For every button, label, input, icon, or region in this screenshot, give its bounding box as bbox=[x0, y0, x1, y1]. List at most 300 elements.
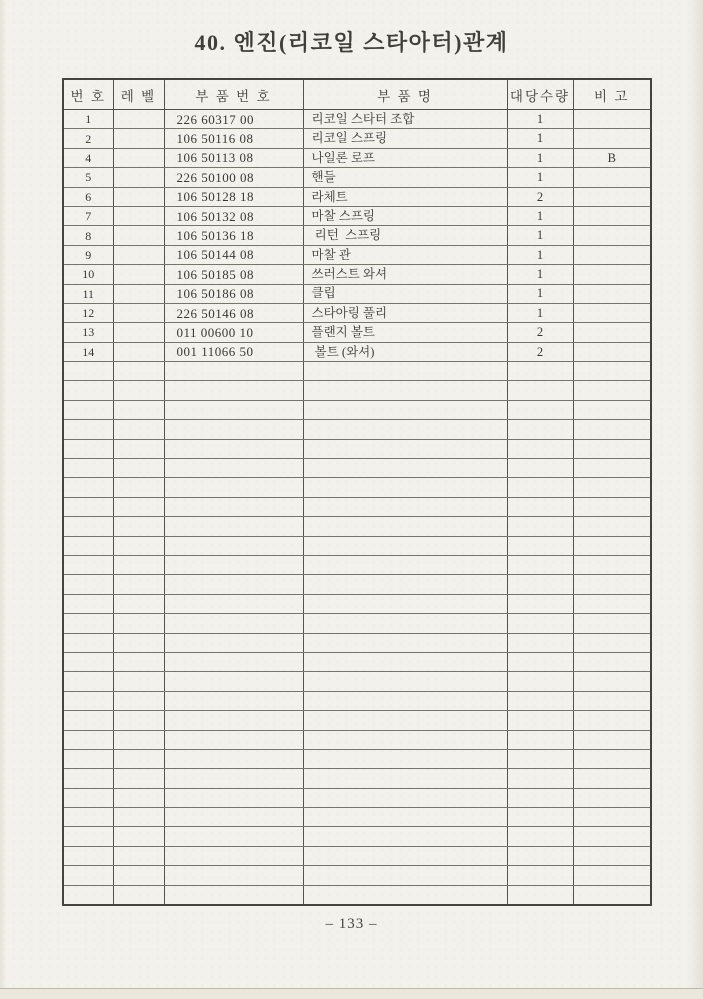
cell-part-number: 226 60317 00 bbox=[164, 110, 303, 129]
cell-qty bbox=[507, 400, 573, 419]
cell-qty bbox=[507, 420, 573, 439]
cell-level bbox=[113, 711, 164, 730]
cell-part-number: 106 50144 08 bbox=[164, 245, 303, 264]
cell-part-number bbox=[164, 594, 303, 613]
cell-part-number: 106 50136 18 bbox=[164, 226, 303, 245]
cell-part-name: 핸들 bbox=[303, 168, 507, 187]
cell-level bbox=[113, 284, 164, 303]
cell-remark bbox=[573, 245, 651, 264]
cell-no bbox=[63, 381, 113, 400]
cell-qty bbox=[507, 575, 573, 594]
cell-qty bbox=[507, 633, 573, 652]
cell-no bbox=[63, 866, 113, 885]
cell-level bbox=[113, 497, 164, 516]
cell-no bbox=[63, 749, 113, 768]
empty-row bbox=[63, 769, 651, 788]
cell-part-name: 리코일 스프링 bbox=[303, 129, 507, 148]
cell-no: 13 bbox=[63, 323, 113, 342]
cell-part-name bbox=[303, 885, 507, 904]
cell-part-number: 106 50185 08 bbox=[164, 265, 303, 284]
cell-qty bbox=[507, 788, 573, 807]
cell-part-name bbox=[303, 749, 507, 768]
cell-remark bbox=[573, 265, 651, 284]
cell-part-number: 106 50116 08 bbox=[164, 129, 303, 148]
cell-part-number bbox=[164, 866, 303, 885]
col-header-no: 번 호 bbox=[63, 79, 113, 110]
cell-qty bbox=[507, 517, 573, 536]
cell-level bbox=[113, 206, 164, 225]
cell-qty: 1 bbox=[507, 245, 573, 264]
cell-qty: 1 bbox=[507, 110, 573, 129]
cell-part-name bbox=[303, 575, 507, 594]
cell-no bbox=[63, 633, 113, 652]
header-row bbox=[63, 79, 651, 110]
cell-level bbox=[113, 517, 164, 536]
empty-row bbox=[63, 711, 651, 730]
cell-no bbox=[63, 555, 113, 574]
cell-level bbox=[113, 342, 164, 361]
cell-remark bbox=[573, 517, 651, 536]
cell-no bbox=[63, 439, 113, 458]
cell-part-name: 스타아링 풀리 bbox=[303, 303, 507, 322]
empty-row bbox=[63, 672, 651, 691]
cell-part-number: 226 50146 08 bbox=[164, 303, 303, 322]
cell-level bbox=[113, 303, 164, 322]
cell-no bbox=[63, 478, 113, 497]
cell-no bbox=[63, 594, 113, 613]
cell-level bbox=[113, 478, 164, 497]
cell-no bbox=[63, 691, 113, 710]
cell-level bbox=[113, 827, 164, 846]
cell-remark bbox=[573, 129, 651, 148]
cell-part-number bbox=[164, 478, 303, 497]
cell-no bbox=[63, 459, 113, 478]
cell-remark bbox=[573, 711, 651, 730]
empty-row bbox=[63, 420, 651, 439]
cell-part-name bbox=[303, 594, 507, 613]
table-row bbox=[63, 168, 651, 187]
cell-qty: 1 bbox=[507, 168, 573, 187]
cell-part-name bbox=[303, 788, 507, 807]
cell-remark bbox=[573, 459, 651, 478]
cell-level bbox=[113, 148, 164, 167]
cell-no bbox=[63, 362, 113, 381]
cell-part-name bbox=[303, 555, 507, 574]
cell-part-name: 마찰 관 bbox=[303, 245, 507, 264]
empty-row bbox=[63, 866, 651, 885]
cell-no: 11 bbox=[63, 284, 113, 303]
cell-level bbox=[113, 594, 164, 613]
cell-part-number: 106 50132 08 bbox=[164, 206, 303, 225]
cell-level bbox=[113, 866, 164, 885]
col-header-qty: 대당수량 bbox=[507, 79, 573, 110]
cell-part-name bbox=[303, 381, 507, 400]
cell-remark bbox=[573, 478, 651, 497]
empty-row bbox=[63, 614, 651, 633]
table-row bbox=[63, 284, 651, 303]
cell-no bbox=[63, 400, 113, 419]
empty-row bbox=[63, 808, 651, 827]
cell-no: 14 bbox=[63, 342, 113, 361]
cell-remark bbox=[573, 168, 651, 187]
cell-part-number bbox=[164, 555, 303, 574]
cell-part-name bbox=[303, 808, 507, 827]
cell-no bbox=[63, 517, 113, 536]
cell-qty bbox=[507, 769, 573, 788]
empty-row bbox=[63, 381, 651, 400]
scan-edge-left bbox=[0, 0, 6, 998]
cell-remark bbox=[573, 381, 651, 400]
empty-row bbox=[63, 691, 651, 710]
empty-row bbox=[63, 478, 651, 497]
cell-level bbox=[113, 323, 164, 342]
cell-remark bbox=[573, 206, 651, 225]
cell-remark bbox=[573, 652, 651, 671]
cell-level bbox=[113, 129, 164, 148]
cell-level bbox=[113, 575, 164, 594]
cell-part-number bbox=[164, 400, 303, 419]
cell-no bbox=[63, 575, 113, 594]
empty-row bbox=[63, 885, 651, 904]
cell-level bbox=[113, 439, 164, 458]
cell-level bbox=[113, 187, 164, 206]
cell-no bbox=[63, 711, 113, 730]
cell-part-name: 쓰러스트 와셔 bbox=[303, 265, 507, 284]
cell-remark bbox=[573, 497, 651, 516]
cell-no bbox=[63, 497, 113, 516]
cell-part-number bbox=[164, 459, 303, 478]
cell-part-number bbox=[164, 827, 303, 846]
cell-part-name bbox=[303, 614, 507, 633]
col-header-part-no: 부 품 번 호 bbox=[164, 79, 303, 110]
parts-table bbox=[62, 78, 652, 906]
cell-part-name bbox=[303, 730, 507, 749]
cell-qty: 1 bbox=[507, 129, 573, 148]
cell-no bbox=[63, 730, 113, 749]
cell-no: 6 bbox=[63, 187, 113, 206]
cell-remark bbox=[573, 187, 651, 206]
cell-qty bbox=[507, 362, 573, 381]
cell-qty bbox=[507, 749, 573, 768]
empty-row bbox=[63, 652, 651, 671]
cell-part-number bbox=[164, 517, 303, 536]
cell-part-name bbox=[303, 459, 507, 478]
cell-part-number: 226 50100 08 bbox=[164, 168, 303, 187]
table-row bbox=[63, 129, 651, 148]
cell-no: 5 bbox=[63, 168, 113, 187]
cell-no bbox=[63, 788, 113, 807]
table-row bbox=[63, 226, 651, 245]
cell-qty: 1 bbox=[507, 265, 573, 284]
cell-part-name bbox=[303, 633, 507, 652]
cell-remark bbox=[573, 555, 651, 574]
cell-remark bbox=[573, 226, 651, 245]
cell-part-name bbox=[303, 827, 507, 846]
cell-part-number: 106 50186 08 bbox=[164, 284, 303, 303]
table-row bbox=[63, 110, 651, 129]
empty-row bbox=[63, 594, 651, 613]
cell-level bbox=[113, 226, 164, 245]
cell-part-name: 볼트 (와셔) bbox=[303, 342, 507, 361]
cell-remark bbox=[573, 594, 651, 613]
cell-part-name bbox=[303, 439, 507, 458]
cell-part-name: 나일론 로프 bbox=[303, 148, 507, 167]
cell-qty bbox=[507, 672, 573, 691]
cell-remark bbox=[573, 614, 651, 633]
scan-edge-bottom bbox=[0, 988, 703, 999]
cell-no: 2 bbox=[63, 129, 113, 148]
cell-remark bbox=[573, 885, 651, 904]
empty-row bbox=[63, 536, 651, 555]
cell-level bbox=[113, 769, 164, 788]
cell-no: 12 bbox=[63, 303, 113, 322]
col-header-part-name: 부 품 명 bbox=[303, 79, 507, 110]
empty-row bbox=[63, 788, 651, 807]
cell-remark bbox=[573, 362, 651, 381]
cell-remark bbox=[573, 808, 651, 827]
cell-part-name bbox=[303, 517, 507, 536]
cell-qty bbox=[507, 497, 573, 516]
empty-row bbox=[63, 497, 651, 516]
cell-part-name bbox=[303, 420, 507, 439]
cell-qty: 2 bbox=[507, 342, 573, 361]
cell-qty bbox=[507, 536, 573, 555]
cell-qty bbox=[507, 459, 573, 478]
cell-no bbox=[63, 672, 113, 691]
table-row bbox=[63, 206, 651, 225]
col-header-level: 레 벨 bbox=[113, 79, 164, 110]
cell-no: 8 bbox=[63, 226, 113, 245]
table-row bbox=[63, 323, 651, 342]
empty-row bbox=[63, 827, 651, 846]
cell-part-number bbox=[164, 730, 303, 749]
cell-part-number bbox=[164, 614, 303, 633]
cell-no bbox=[63, 808, 113, 827]
cell-remark bbox=[573, 284, 651, 303]
cell-level bbox=[113, 614, 164, 633]
cell-qty: 1 bbox=[507, 148, 573, 167]
cell-level bbox=[113, 633, 164, 652]
cell-level bbox=[113, 885, 164, 904]
cell-remark bbox=[573, 439, 651, 458]
cell-part-name bbox=[303, 672, 507, 691]
cell-remark bbox=[573, 303, 651, 322]
empty-row bbox=[63, 575, 651, 594]
cell-level bbox=[113, 110, 164, 129]
cell-part-number: 106 50128 18 bbox=[164, 187, 303, 206]
cell-remark bbox=[573, 342, 651, 361]
cell-no: 7 bbox=[63, 206, 113, 225]
cell-part-number bbox=[164, 497, 303, 516]
cell-part-number bbox=[164, 420, 303, 439]
cell-part-number bbox=[164, 691, 303, 710]
empty-row bbox=[63, 846, 651, 865]
cell-remark bbox=[573, 575, 651, 594]
cell-qty bbox=[507, 866, 573, 885]
cell-level bbox=[113, 555, 164, 574]
cell-no: 4 bbox=[63, 148, 113, 167]
cell-part-name bbox=[303, 846, 507, 865]
cell-no bbox=[63, 846, 113, 865]
cell-remark bbox=[573, 866, 651, 885]
cell-part-number bbox=[164, 536, 303, 555]
table-body bbox=[63, 110, 651, 905]
cell-part-number bbox=[164, 749, 303, 768]
cell-remark bbox=[573, 769, 651, 788]
cell-no bbox=[63, 614, 113, 633]
cell-no: 10 bbox=[63, 265, 113, 284]
table-row bbox=[63, 245, 651, 264]
cell-level bbox=[113, 788, 164, 807]
cell-part-name bbox=[303, 362, 507, 381]
cell-qty bbox=[507, 827, 573, 846]
cell-level bbox=[113, 749, 164, 768]
cell-no: 9 bbox=[63, 245, 113, 264]
table-row bbox=[63, 303, 651, 322]
cell-qty bbox=[507, 808, 573, 827]
table-row bbox=[63, 342, 651, 361]
cell-remark bbox=[573, 788, 651, 807]
empty-row bbox=[63, 400, 651, 419]
cell-qty: 1 bbox=[507, 284, 573, 303]
cell-qty bbox=[507, 439, 573, 458]
cell-no bbox=[63, 769, 113, 788]
cell-level bbox=[113, 168, 164, 187]
table-row bbox=[63, 187, 651, 206]
cell-qty bbox=[507, 652, 573, 671]
cell-part-number bbox=[164, 362, 303, 381]
cell-part-number bbox=[164, 711, 303, 730]
cell-qty bbox=[507, 555, 573, 574]
empty-row bbox=[63, 362, 651, 381]
cell-part-number bbox=[164, 439, 303, 458]
cell-qty: 2 bbox=[507, 323, 573, 342]
cell-part-number: 001 11066 50 bbox=[164, 342, 303, 361]
cell-part-name: 리턴 스프링 bbox=[303, 226, 507, 245]
cell-qty: 1 bbox=[507, 226, 573, 245]
cell-level bbox=[113, 536, 164, 555]
cell-part-number bbox=[164, 885, 303, 904]
cell-no bbox=[63, 420, 113, 439]
cell-qty bbox=[507, 478, 573, 497]
col-header-remark: 비 고 bbox=[573, 79, 651, 110]
cell-level bbox=[113, 400, 164, 419]
cell-part-number bbox=[164, 672, 303, 691]
cell-qty bbox=[507, 711, 573, 730]
cell-level bbox=[113, 245, 164, 264]
cell-qty: 2 bbox=[507, 187, 573, 206]
cell-part-name: 마찰 스프링 bbox=[303, 206, 507, 225]
cell-no bbox=[63, 885, 113, 904]
page-title: 40. 엔진(리코일 스타아터)관계 bbox=[194, 30, 509, 55]
cell-remark bbox=[573, 749, 651, 768]
cell-part-number bbox=[164, 769, 303, 788]
cell-part-number: 011 00600 10 bbox=[164, 323, 303, 342]
cell-part-name bbox=[303, 866, 507, 885]
cell-level bbox=[113, 381, 164, 400]
cell-no bbox=[63, 536, 113, 555]
cell-level bbox=[113, 362, 164, 381]
cell-qty bbox=[507, 730, 573, 749]
empty-row bbox=[63, 749, 651, 768]
cell-part-name bbox=[303, 497, 507, 516]
table-row bbox=[63, 148, 651, 167]
cell-part-number bbox=[164, 633, 303, 652]
cell-level bbox=[113, 691, 164, 710]
cell-qty bbox=[507, 885, 573, 904]
cell-remark bbox=[573, 400, 651, 419]
empty-row bbox=[63, 633, 651, 652]
cell-part-name bbox=[303, 400, 507, 419]
empty-row bbox=[63, 555, 651, 574]
cell-qty bbox=[507, 594, 573, 613]
cell-part-name: 리코일 스타터 조합 bbox=[303, 110, 507, 129]
cell-part-name: 라체트 bbox=[303, 187, 507, 206]
cell-part-name bbox=[303, 478, 507, 497]
cell-remark bbox=[573, 536, 651, 555]
cell-remark bbox=[573, 846, 651, 865]
cell-remark bbox=[573, 691, 651, 710]
cell-level bbox=[113, 652, 164, 671]
cell-level bbox=[113, 265, 164, 284]
page-number: – 133 – bbox=[325, 916, 378, 932]
cell-remark bbox=[573, 110, 651, 129]
cell-level bbox=[113, 808, 164, 827]
cell-remark bbox=[573, 827, 651, 846]
cell-qty bbox=[507, 846, 573, 865]
cell-level bbox=[113, 672, 164, 691]
cell-part-number bbox=[164, 652, 303, 671]
cell-part-name: 클립 bbox=[303, 284, 507, 303]
cell-qty bbox=[507, 381, 573, 400]
cell-qty bbox=[507, 691, 573, 710]
cell-level bbox=[113, 420, 164, 439]
cell-remark bbox=[573, 420, 651, 439]
cell-part-number: 106 50113 08 bbox=[164, 148, 303, 167]
cell-level bbox=[113, 846, 164, 865]
cell-remark bbox=[573, 730, 651, 749]
cell-part-name bbox=[303, 769, 507, 788]
cell-part-number bbox=[164, 788, 303, 807]
cell-part-name bbox=[303, 536, 507, 555]
cell-no: 1 bbox=[63, 110, 113, 129]
cell-part-name: 플랜지 볼트 bbox=[303, 323, 507, 342]
cell-part-name bbox=[303, 711, 507, 730]
cell-remark bbox=[573, 633, 651, 652]
cell-no bbox=[63, 827, 113, 846]
cell-part-name bbox=[303, 691, 507, 710]
cell-part-number bbox=[164, 846, 303, 865]
empty-row bbox=[63, 517, 651, 536]
cell-qty bbox=[507, 614, 573, 633]
cell-no bbox=[63, 652, 113, 671]
empty-row bbox=[63, 459, 651, 478]
empty-row bbox=[63, 730, 651, 749]
cell-qty: 1 bbox=[507, 303, 573, 322]
table-row bbox=[63, 265, 651, 284]
cell-level bbox=[113, 459, 164, 478]
empty-row bbox=[63, 439, 651, 458]
cell-part-number bbox=[164, 381, 303, 400]
cell-remark bbox=[573, 672, 651, 691]
cell-remark bbox=[573, 323, 651, 342]
cell-level bbox=[113, 730, 164, 749]
cell-qty: 1 bbox=[507, 206, 573, 225]
cell-remark: B bbox=[573, 148, 651, 167]
cell-part-number bbox=[164, 808, 303, 827]
cell-part-name bbox=[303, 652, 507, 671]
cell-part-number bbox=[164, 575, 303, 594]
